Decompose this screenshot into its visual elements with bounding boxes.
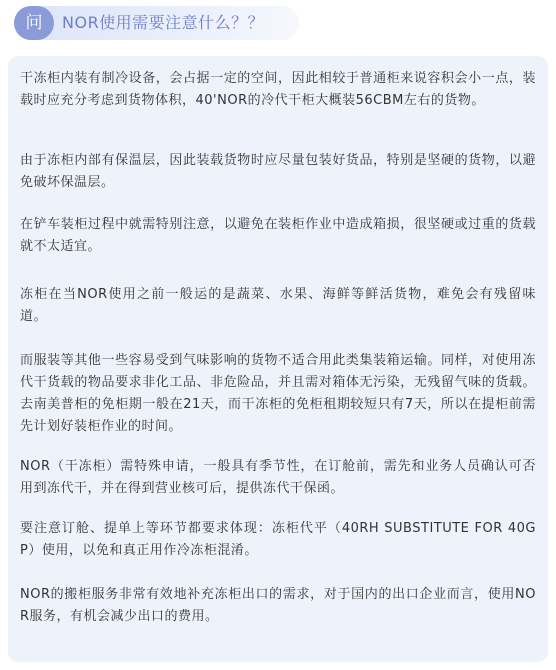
paragraph-6: NOR（干冻柜）需特殊申请，一般具有季节性，在订舱前，需先和业务人员确认可否用到冻代干，并在得到营业核可后，提供冻代干保函。 xyxy=(20,459,536,496)
question-header xyxy=(0,0,556,46)
paragraph-1: 干冻柜内装有制冷设备，会占据一定的空间，因此相较于普通柜来说容积会小一点，装载时应充分考虑到货物体积，40'NOR的冷代干柜大概装56CBM左右的货物。 xyxy=(20,71,536,108)
paragraph-8: NOR的搬柜服务非常有效地补充冻柜出口的需求，对于国内的出口企业而言，使用NOR服务，有机会减少出口的费用。 xyxy=(20,587,536,624)
paragraph-3: 在铲车装柜过程中就需特别注意，以避免在装柜作业中造成箱损，很坚硬或过重的货载就不太适宜。 xyxy=(20,217,536,254)
paragraph-2: 由于冻柜内部有保温层，因此装载货物时应尽量包装好货品，特别是坚硬的货物，以避免破坏保温层。 xyxy=(20,153,536,190)
paragraph-4: 冻柜在当NOR使用之前一般运的是蔬菜、水果、海鲜等鲜活货物，难免会有残留味道。 xyxy=(20,287,536,324)
paragraph-5: 而服装等其他一些容易受到气味影响的货物不适合用此类集装箱运输。同样，对使用冻代干货载的物品要求非化工品、非危险品，并且需对箱体无污染，无残留气味的货载。去南美普柜的免柜期一般在21天，而干冻柜的免柜租期较短只有7天，所以在提柜前需先计划好装柜作业的时间。 xyxy=(20,353,536,434)
question-badge: 问 xyxy=(14,6,54,40)
question-title: NOR使用需要注意什么？？ xyxy=(62,13,265,32)
paragraph-7: 要注意订舱、提单上等环节都要求体现：冻柜代平（40RH SUBSTITUTE FOR 40GP）使用，以免和真正用作冷冻柜混淆。 xyxy=(20,521,536,558)
answer-panel xyxy=(8,56,548,662)
